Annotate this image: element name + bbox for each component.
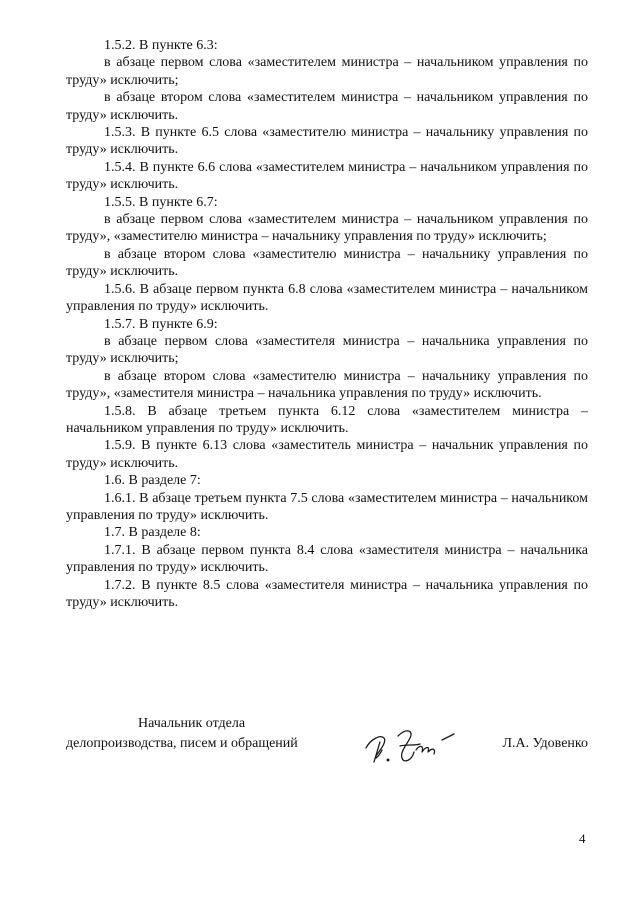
paragraph-1-6: 1.6. В разделе 7: [104, 473, 201, 489]
paragraph-1-7-1: 1.7.1. В абзаце первом пункта 8.4 слова «заместителя министра – начальника управления по труду» исключить. [66, 542, 588, 576]
handwritten-signature [362, 720, 472, 766]
paragraph-6-3-first: в абзаце первом слова «заместителем министра – начальником управления по труду» исключить; [66, 55, 588, 88]
paragraph-1-7-2: 1.7.2. В пункте 8.5 слова «заместителя министра – начальника управления по труду» исключить. [66, 577, 588, 610]
paragraph-1-5-2: 1.5.2. В пункте 6.3: [104, 38, 218, 53]
paragraph-6-9-first: в абзаце первом слова «заместителя министра – начальника управления по труду» исключить; [66, 333, 588, 367]
paragraph-1-5-6: 1.5.6. В абзаце первом пункта 6.8 слова «заместителем министра – начальником управления по труду» исключить. [66, 281, 588, 315]
signer-position-line-1: Начальник отдела [138, 716, 246, 731]
paragraph-1-5-3: 1.5.3. В пункте 6.5 слова «заместителю министра – начальнику управления по труду» исключить. [66, 125, 588, 158]
paragraph-6-7-first: в абзаце первом слова «заместителем министра – начальником управления по труду», «заместителю министра – начальнику управления по труду» исключить; [66, 212, 588, 245]
paragraph-1-6-1: 1.6.1. В абзаце третьем пункта 7.5 слова «заместителем министра – начальником управления по труду» исключить. [66, 490, 588, 523]
paragraph-1-7: 1.7. В разделе 8: [104, 525, 201, 541]
paragraph-1-5-7: 1.5.7. В пункте 6.9: [104, 316, 218, 332]
paragraph-6-7-second: в абзаце втором слова «заместителю министра – начальнику управления по труду» исключить. [66, 246, 588, 280]
page-number: 4 [579, 831, 586, 846]
signature-block [66, 716, 588, 776]
paragraph-1-5-5: 1.5.5. В пункте 6.7: [104, 194, 218, 210]
paragraph-1-5-9: 1.5.9. В пункте 6.13 слова «заместитель министра – начальник управления по труду» исключить. [66, 438, 588, 471]
paragraph-6-3-second: в абзаце втором слова «заместителем министра – начальником управления по труду» исключить. [66, 90, 588, 123]
paragraph-6-9-second: в абзаце втором слова «заместителю министра – начальнику управления по труду», «заместителя министра – начальника управления по труду» исключить. [66, 368, 588, 402]
signer-position-line-2: делопроизводства, писем и обращений [66, 736, 298, 751]
signer-name: Л.А. Удовенко [502, 736, 588, 751]
paragraph-1-5-8: 1.5.8. В абзаце третьем пункта 6.12 слова «заместителем министра – начальником управления по труду» исключить. [66, 403, 588, 436]
document-body [66, 37, 588, 611]
paragraph-1-5-4: 1.5.4. В пункте 6.6 слова «заместителем министра – начальником управления по труду» исключить. [66, 159, 588, 193]
